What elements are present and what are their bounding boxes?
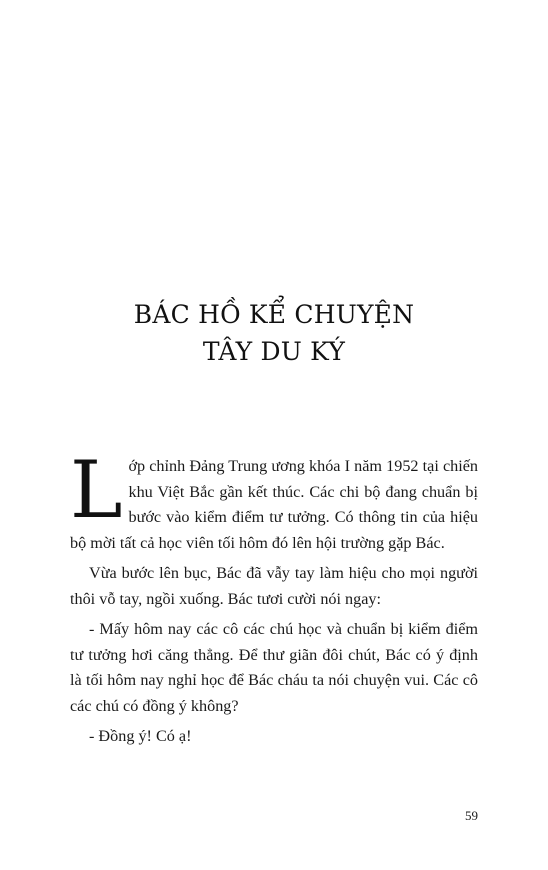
paragraph-4: - Đồng ý! Có ạ! — [89, 727, 192, 745]
drop-cap: L — [70, 444, 123, 536]
chapter-title-line-1: BÁC HỒ KỂ CHUYỆN — [133, 300, 415, 329]
page-number: 59 — [465, 808, 478, 823]
paragraph-2: Vừa bước lên bục, Bác đã vẫy tay làm hiệu cho mọi người thôi vỗ tay, ngồi xuống. Bác tươi cười nói ngay: — [70, 564, 478, 608]
paragraph-3: - Mấy hôm nay các cô các chú học và chuẩn bị kiểm điểm tư tưởng hơi căng thẳng. Để thư giãn đôi chút, Bác có ý định là tối hôm nay nghỉ học để Bác cháu ta nói chuyện vui. Các cô các chú có đồng ý không? — [70, 620, 478, 715]
chapter-title — [70, 296, 478, 370]
paragraph-1 — [70, 444, 478, 556]
chapter-title-line-2: TÂY DU KÝ — [202, 337, 346, 366]
paragraph-1-text: ớp chỉnh Đảng Trung ương khóa I năm 1952 tại chiến khu Việt Bắc gần kết thúc. Các chi bộ đang chuẩn bị bước vào kiểm điểm tư tưởng. Có thông tin của hiệu bộ mời tất cả học viên tối hôm đó lên hội trường gặp Bác. — [70, 457, 478, 552]
chapter-body — [70, 444, 478, 755]
